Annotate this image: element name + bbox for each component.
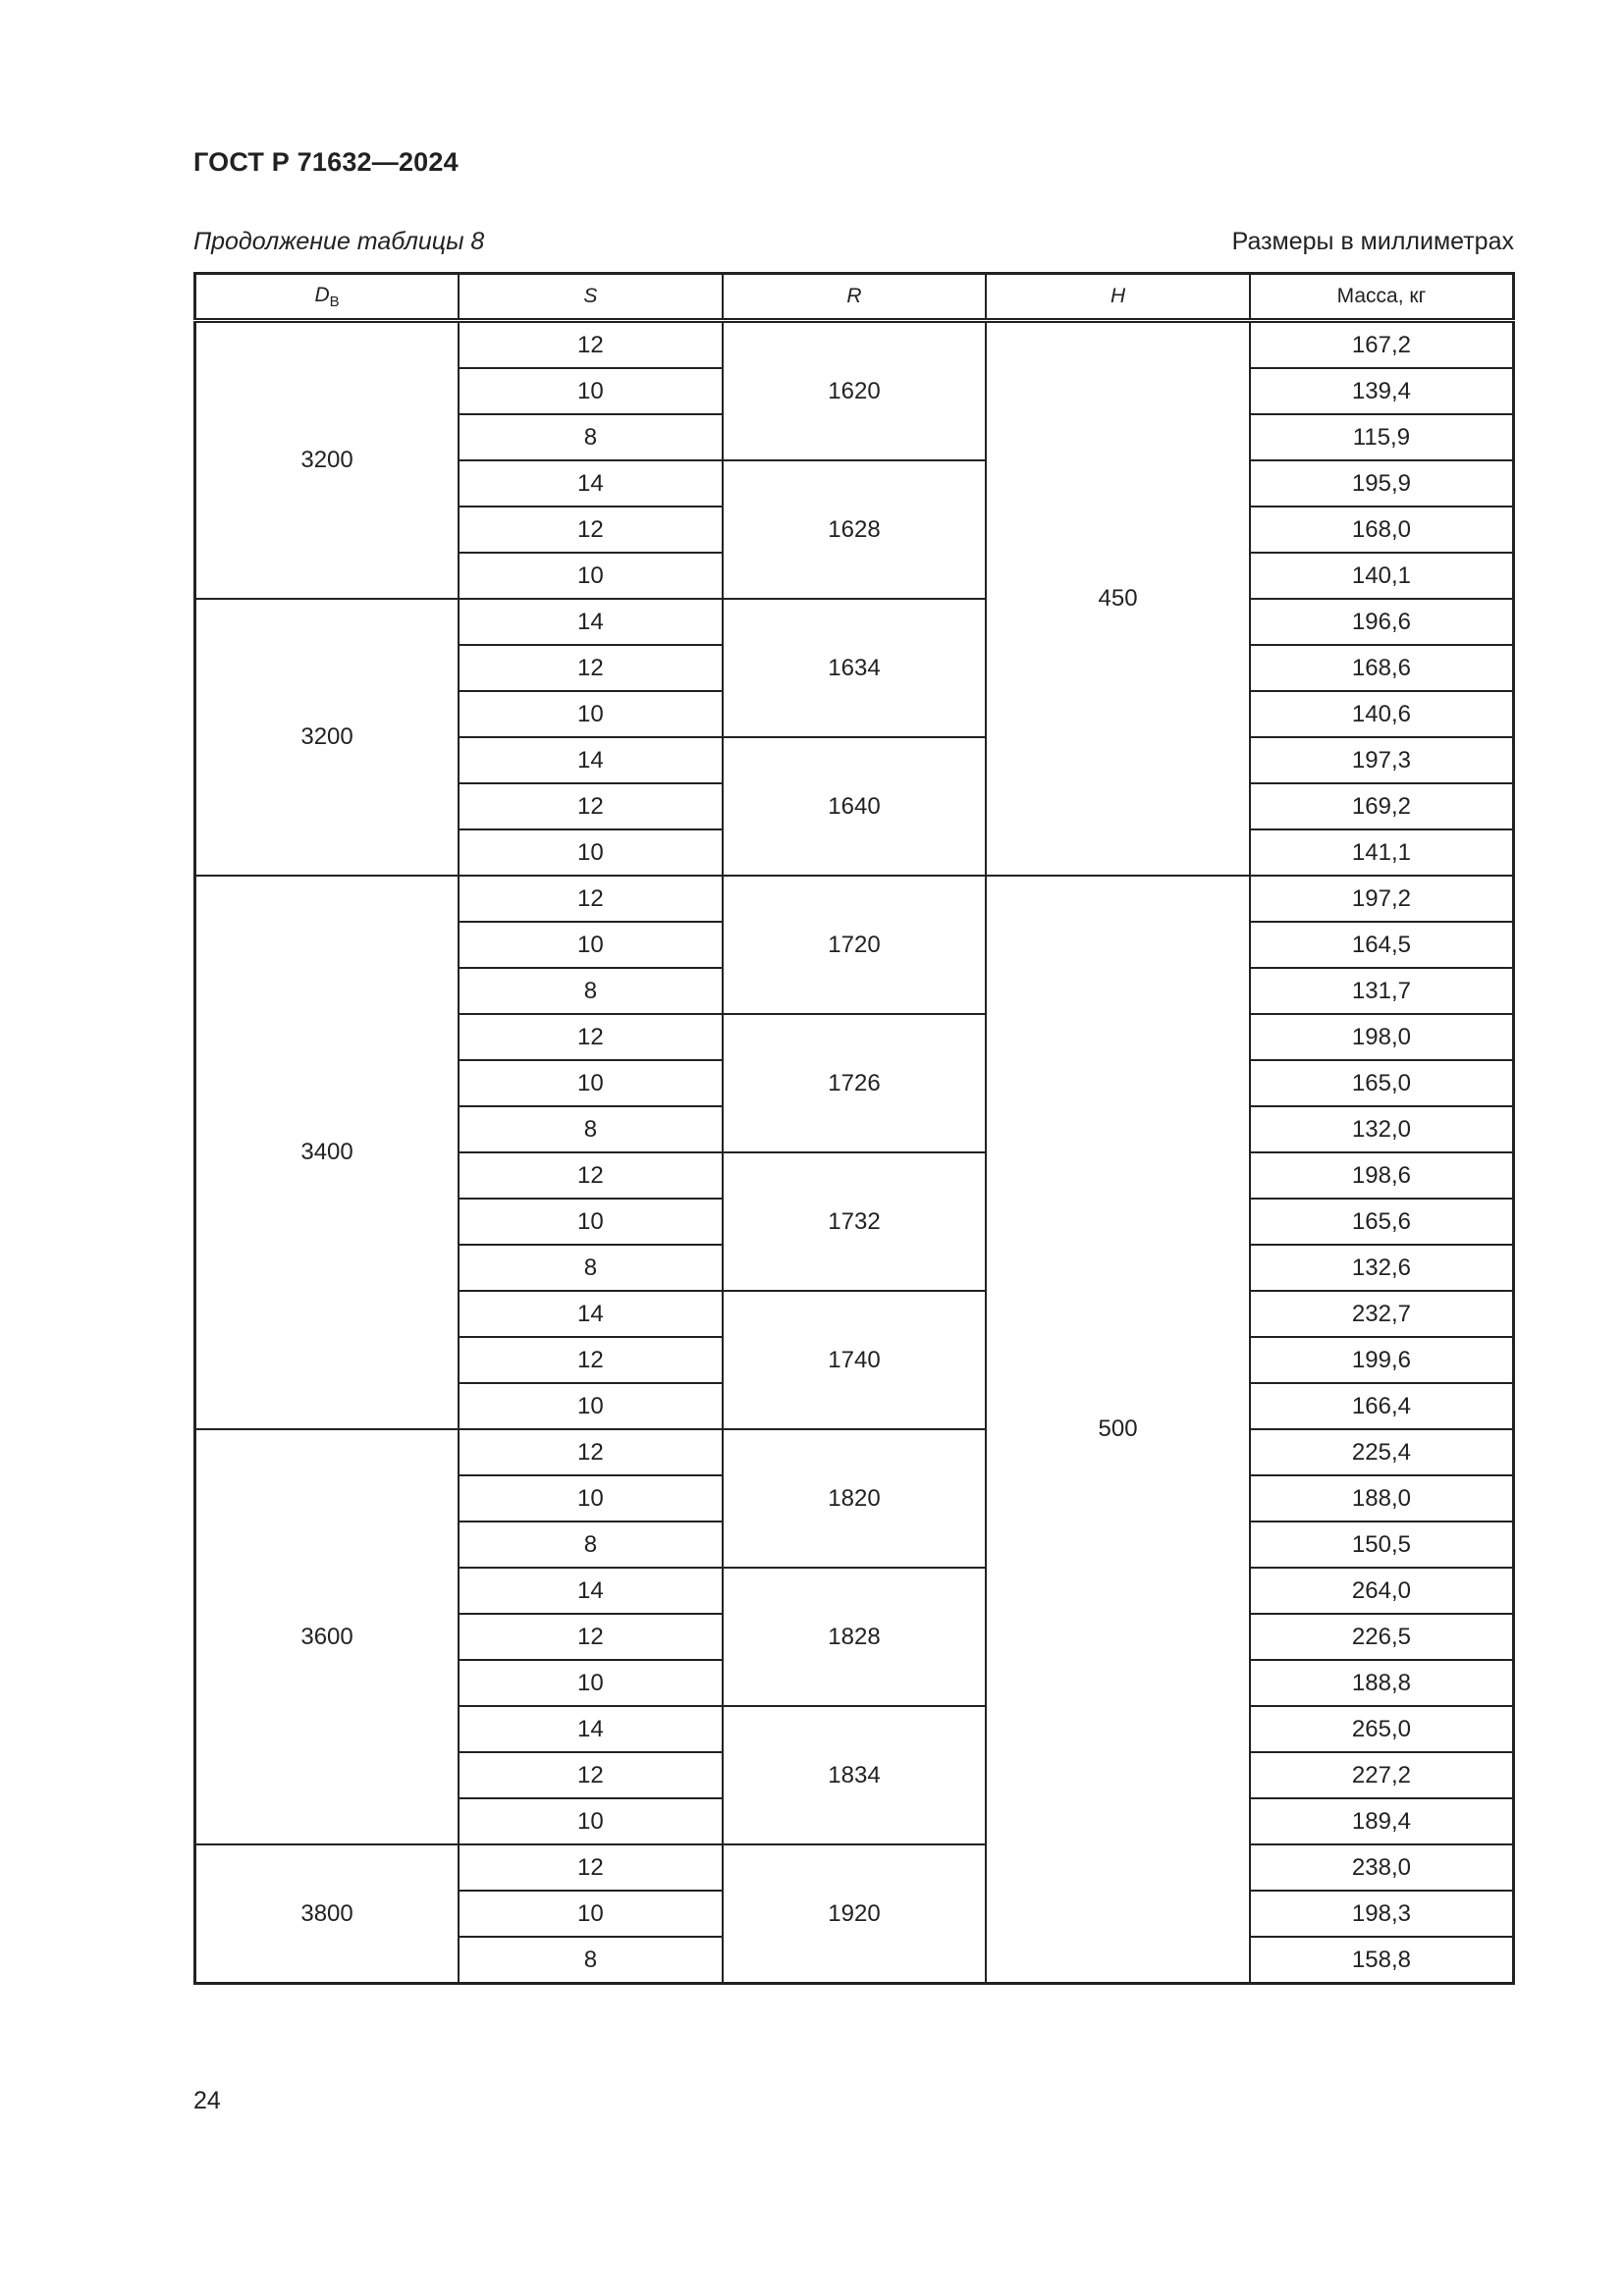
cell-h: 450 <box>986 321 1250 877</box>
cell-r: 1820 <box>723 1429 987 1568</box>
cell-db: 3200 <box>195 321 460 600</box>
cell-s: 10 <box>459 1475 723 1522</box>
table-row <box>195 599 1514 645</box>
table-row <box>195 1429 1514 1475</box>
cell-s: 10 <box>459 1199 723 1245</box>
cell-s: 12 <box>459 1844 723 1891</box>
cell-s: 12 <box>459 876 723 922</box>
cell-r: 1828 <box>723 1568 987 1706</box>
cell-mass: 188,0 <box>1250 1475 1514 1522</box>
cell-db: 3600 <box>195 1429 460 1844</box>
column-header-s: S <box>459 274 723 321</box>
cell-s: 12 <box>459 1752 723 1798</box>
cell-s: 14 <box>459 1706 723 1752</box>
cell-mass: 227,2 <box>1250 1752 1514 1798</box>
cell-s: 12 <box>459 1337 723 1383</box>
cell-s: 10 <box>459 1060 723 1106</box>
cell-mass: 264,0 <box>1250 1568 1514 1614</box>
cell-s: 10 <box>459 368 723 414</box>
cell-mass: 115,9 <box>1250 414 1514 460</box>
table-header <box>195 274 1514 321</box>
cell-s: 8 <box>459 968 723 1014</box>
cell-s: 10 <box>459 1798 723 1844</box>
table-body <box>195 321 1514 1984</box>
cell-s: 12 <box>459 1014 723 1060</box>
cell-r: 1720 <box>723 876 987 1014</box>
cell-r: 1726 <box>723 1014 987 1152</box>
cell-mass: 168,0 <box>1250 507 1514 553</box>
cell-s: 10 <box>459 829 723 876</box>
cell-mass: 139,4 <box>1250 368 1514 414</box>
db-symbol: D <box>314 283 330 306</box>
cell-mass: 198,0 <box>1250 1014 1514 1060</box>
cell-r: 1834 <box>723 1706 987 1844</box>
cell-mass: 226,5 <box>1250 1614 1514 1660</box>
page-number: 24 <box>193 2087 221 2114</box>
cell-db: 3800 <box>195 1844 460 1984</box>
cell-s: 8 <box>459 1245 723 1291</box>
cell-r: 1620 <box>723 321 987 461</box>
cell-mass: 132,0 <box>1250 1106 1514 1152</box>
cell-mass: 150,5 <box>1250 1522 1514 1568</box>
table-row <box>195 876 1514 922</box>
cell-s: 14 <box>459 737 723 783</box>
cell-r: 1628 <box>723 460 987 599</box>
db-subscript: B <box>329 293 340 310</box>
cell-s: 8 <box>459 1522 723 1568</box>
cell-s: 10 <box>459 691 723 737</box>
document-code: ГОСТ Р 71632—2024 <box>193 147 459 177</box>
cell-s: 8 <box>459 1106 723 1152</box>
cell-mass: 198,6 <box>1250 1152 1514 1199</box>
dimensions-table <box>193 272 1515 1985</box>
cell-r: 1740 <box>723 1291 987 1429</box>
cell-s: 8 <box>459 414 723 460</box>
column-header-h: H <box>986 274 1250 321</box>
cell-s: 12 <box>459 645 723 691</box>
cell-mass: 195,9 <box>1250 460 1514 507</box>
cell-mass: 166,4 <box>1250 1383 1514 1429</box>
table-row <box>195 1844 1514 1891</box>
cell-mass: 197,2 <box>1250 876 1514 922</box>
cell-s: 10 <box>459 553 723 599</box>
cell-mass: 265,0 <box>1250 1706 1514 1752</box>
table-row <box>195 321 1514 369</box>
cell-mass: 238,0 <box>1250 1844 1514 1891</box>
cell-s: 14 <box>459 1568 723 1614</box>
cell-s: 10 <box>459 1383 723 1429</box>
cell-s: 10 <box>459 922 723 968</box>
cell-s: 14 <box>459 1291 723 1337</box>
cell-r: 1640 <box>723 737 987 876</box>
cell-s: 12 <box>459 507 723 553</box>
cell-s: 8 <box>459 1937 723 1984</box>
cell-r: 1920 <box>723 1844 987 1984</box>
cell-r: 1732 <box>723 1152 987 1291</box>
cell-s: 12 <box>459 1429 723 1475</box>
cell-s: 10 <box>459 1891 723 1937</box>
column-header-db <box>195 274 460 321</box>
cell-s: 12 <box>459 321 723 369</box>
cell-mass: 131,7 <box>1250 968 1514 1014</box>
column-header-r: R <box>723 274 987 321</box>
cell-mass: 140,6 <box>1250 691 1514 737</box>
cell-db: 3400 <box>195 876 460 1429</box>
cell-mass: 232,7 <box>1250 1291 1514 1337</box>
cell-mass: 132,6 <box>1250 1245 1514 1291</box>
cell-s: 14 <box>459 460 723 507</box>
cell-mass: 165,0 <box>1250 1060 1514 1106</box>
units-note: Размеры в миллиметрах <box>1231 228 1514 255</box>
cell-mass: 189,4 <box>1250 1798 1514 1844</box>
cell-mass: 141,1 <box>1250 829 1514 876</box>
header-row <box>195 274 1514 321</box>
cell-mass: 188,8 <box>1250 1660 1514 1706</box>
cell-s: 14 <box>459 599 723 645</box>
cell-mass: 199,6 <box>1250 1337 1514 1383</box>
cell-s: 12 <box>459 1152 723 1199</box>
cell-mass: 196,6 <box>1250 599 1514 645</box>
cell-s: 10 <box>459 1660 723 1706</box>
cell-mass: 164,5 <box>1250 922 1514 968</box>
column-header-mass: Масса, кг <box>1250 274 1514 321</box>
cell-r: 1634 <box>723 599 987 737</box>
cell-h: 500 <box>986 876 1250 1984</box>
table-caption: Продолжение таблицы 8 <box>193 228 485 255</box>
cell-mass: 197,3 <box>1250 737 1514 783</box>
cell-mass: 169,2 <box>1250 783 1514 829</box>
cell-mass: 140,1 <box>1250 553 1514 599</box>
cell-mass: 198,3 <box>1250 1891 1514 1937</box>
cell-s: 12 <box>459 783 723 829</box>
cell-mass: 168,6 <box>1250 645 1514 691</box>
cell-mass: 165,6 <box>1250 1199 1514 1245</box>
cell-s: 12 <box>459 1614 723 1660</box>
cell-mass: 225,4 <box>1250 1429 1514 1475</box>
cell-mass: 167,2 <box>1250 321 1514 369</box>
cell-db: 3200 <box>195 599 460 876</box>
cell-mass: 158,8 <box>1250 1937 1514 1984</box>
